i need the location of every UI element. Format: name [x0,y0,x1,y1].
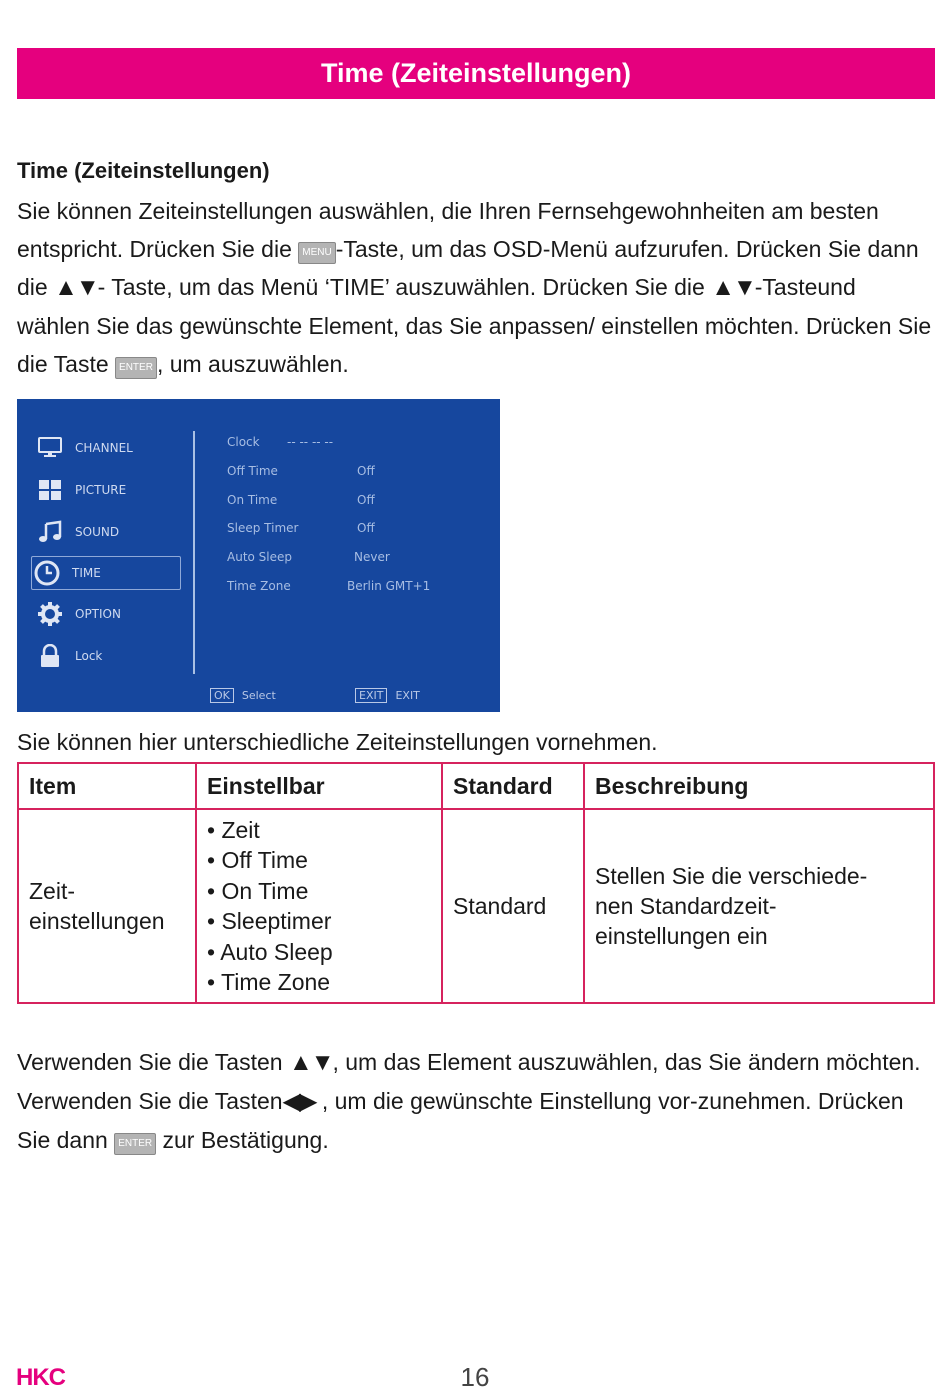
description-line: Stellen Sie die verschiede- [595,863,868,889]
osd-menu-item-sound [35,516,180,548]
item-cell [18,809,196,1003]
osd-menu-item-channel [35,432,180,464]
osd-menu-item-option [35,598,180,630]
table-intro-text: Sie können hier unterschiedliche Zeiteinstellungen vornehmen. [17,729,658,755]
outro-text-4: zur Bestätigung. [156,1127,329,1153]
osd-menu-label: SOUND [75,525,120,539]
description-line: nen Standardzeit- [595,893,777,919]
exit-label: EXIT [395,689,420,702]
list-item: • Zeit [207,815,431,846]
osd-setting-label: Off Time [227,464,278,478]
up-down-arrows-icon: ▲▼ [711,274,755,301]
osd-setting-label: Auto Sleep [227,550,293,564]
outro-text-2: , um das Element auszuwählen, das Sie ändern möchten. Verwenden Sie die Tasten [17,1049,921,1114]
intro-text-5: , um auszuwählen. [156,351,349,377]
description-line: einstellungen ein [595,923,768,949]
intro-paragraph [17,192,932,383]
osd-setting-value: Never [354,550,390,564]
enter-key-icon: ENTER [114,1133,156,1155]
enter-key-icon: ENTER [115,357,157,379]
outro-text-3: , um die gewünschte Einstellung vor-zunehmen. Drücken Sie dann [17,1088,904,1153]
osd-menu-label: OPTION [75,607,121,621]
column-header-einstellbar: Einstellbar [196,763,442,809]
ok-key-icon: OK [210,688,234,703]
osd-menu-item-picture [35,474,180,506]
tv-icon [35,434,65,462]
osd-menu-screenshot [17,399,500,712]
select-label: Select [241,689,276,702]
clock-icon [32,559,62,587]
page-title-banner: Time (Zeiteinstellungen) [17,48,935,99]
column-header-beschreibung: Beschreibung [584,763,934,809]
list-item: • Time Zone [207,967,431,998]
description-cell [584,809,934,1003]
intro-text-1: Sie können Zeiteinstellungen auswählen, die Ihren Fernsehgewohnheiten am besten entspricht. Drücken Sie die [17,198,879,262]
column-header-standard: Standard [442,763,584,809]
exit-key-icon: EXIT [355,688,387,703]
osd-menu-label: TIME [72,566,101,580]
intro-text-4: -Tasteund wählen Sie das gewünschte Element, das Sie anpassen/ einstellen möchten. Drücken Sie die Taste [17,274,932,377]
osd-setting-label: Clock [227,435,260,449]
up-down-arrows-icon: ▲▼ [54,274,98,301]
intro-text-3: - Taste, um das Menü ‘TIME’ auszuwählen. Drücken Sie die [97,274,712,300]
instructions-paragraph [17,1043,932,1159]
osd-setting-value: Off [357,521,375,535]
osd-setting-value: Berlin GMT+1 [347,579,431,593]
osd-divider [193,431,195,674]
list-item: • Off Time [207,845,431,876]
osd-menu-label: CHANNEL [75,441,133,455]
osd-menu-item-lock [35,640,180,672]
settings-table [17,762,935,1004]
osd-setting-label: On Time [227,493,278,507]
left-right-arrows-icon: ◀▶ [282,1088,316,1115]
osd-footer-exit [355,689,420,702]
osd-menu-label: PICTURE [75,483,127,497]
list-item: • Sleeptimer [207,906,431,937]
osd-setting-label: Sleep Timer [227,521,299,535]
item-line: Zeit- [29,878,75,904]
menu-key-icon: MENU [298,242,335,264]
standard-cell: Standard [442,809,584,1003]
music-note-icon [35,518,65,546]
list-item: • Auto Sleep [207,937,431,968]
intro-text-2: -Taste, um das OSD-Menü aufzurufen. Drücken Sie dann die [17,236,919,300]
options-cell [196,809,442,1003]
osd-setting-value: Off [357,464,375,478]
osd-setting-value: -- -- -- -- [287,435,334,449]
options-list [207,815,431,998]
list-item: • On Time [207,876,431,907]
osd-setting-value: Off [357,493,375,507]
table-row [18,809,934,1003]
item-line: einstellungen [29,908,165,934]
outro-text-1: Verwenden Sie die Tasten [17,1049,289,1075]
lock-icon [35,642,65,670]
table-header-row [18,763,934,809]
osd-setting-label: Time Zone [227,579,291,593]
gear-icon [35,600,65,628]
picture-grid-icon [35,476,65,504]
osd-menu-item-time [31,556,181,590]
up-down-arrows-icon: ▲▼ [288,1049,333,1076]
brand-logo: HKC [16,1364,65,1391]
page-number: 16 [460,1362,490,1392]
column-header-item: Item [18,763,196,809]
osd-menu-label: Lock [75,649,103,663]
osd-footer-select [210,689,276,702]
section-heading: Time (Zeiteinstellungen) [17,158,270,183]
